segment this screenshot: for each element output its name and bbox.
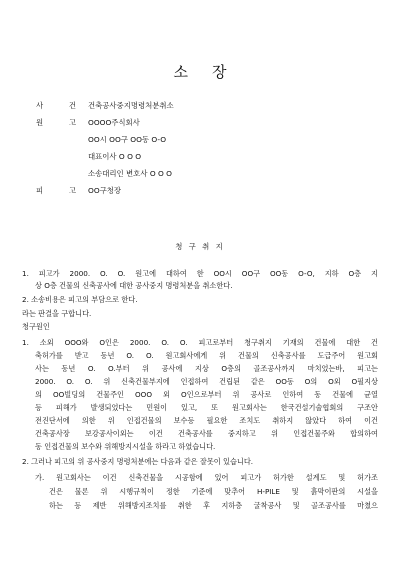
party-row-case [36,99,376,112]
title-char-1: 소 [173,63,188,81]
cause-line: 2. 그러나 피고의 위 공사중지 명령처분에는 다음과 같은 잘못이 있습니다. [22,457,254,466]
party-row-defendant [36,184,376,197]
claim-line: 상 O층 건물의 신축공사에 대한 공사중지 명령처분을 취소한다. [35,281,233,290]
party-value: OO시 OO구 OO동 O-O [88,135,167,144]
cause-line: 건은 물론 위 시행규칙이 정한 기준에 맞추어 H-PILE 및 흙막이판의 시설을 [49,487,378,496]
party-row-plaintiff [36,116,376,129]
cause-line: 1. 소외 OOO와 O인은 2000. O. O. 피고로부터 청구취지 기재의 건물에 대한 건 [22,338,378,347]
claim-line: 라는 판결을 구합니다. [22,309,92,318]
party-value: 대표이사 O O O [88,152,142,161]
cause-section-title: 청구원인 [22,322,50,331]
cause-line: 사는 동년 O. O.부터 위 공사에 지상 O층의 골조공사까지 마치었는바, 피고는 [35,364,378,373]
party-row-plaintiff-representative [36,150,376,163]
party-value: 건축공사중지명령처분취소 [88,101,174,110]
cause-line: 2000. O. O. 위 신축건물부지에 인접하여 건립된 같은 OO동 O의 O외 O필지상 [35,377,378,386]
cause-line: 축허가를 받고 동년 O. O. 원고회사에게 위 건물의 신축공사를 도급주어 원고회 [35,351,378,360]
claim-line: 2. 소송비용은 피고의 부담으로 한다. [22,295,138,304]
cause-line: 등 피해가 발생되었다는 민원이 있고, 또 원고회사는 한국건설기술협회의 구조안 [35,403,378,412]
party-value: OO구청장 [88,186,122,195]
claim-section-title: 청 구 취 지 [175,242,225,251]
cause-line: 가. 원고회사는 이건 신축건물을 시공함에 있어 피고가 허가한 설계도 및 허가조 [35,473,378,482]
claim-line: 1. 피고가 2000. O. O. 원고에 대하여 한 OO시 OO구 OO동 O-O, 지하 O층 지 [22,269,378,278]
cause-line: 하는 등 제반 위해방지조치를 취한 후 지하층 굴착공사 및 골조공사를 마쳤으 [49,501,378,510]
party-row-plaintiff-address [36,133,376,146]
cause-line: 의 OO빌딩의 건물주인 OOO 외 O인으로부터 위 공사로 인하여 동 건물에 균열 [35,390,378,399]
party-value: 소송대리인 변호사 O O O [88,169,172,178]
party-label: 피 고 [36,186,76,195]
party-label: 원 고 [36,118,76,127]
cause-line: 건축공사장 보강공사이외는 이건 건축공사를 중지하고 위 인접건물주와 합의하여 [35,429,378,438]
document-title [0,61,400,82]
party-label: 사 건 [36,101,76,110]
title-char-2: 장 [212,63,227,81]
cause-line: 동 인접건물의 보수와 위해방지시설을 하라고 하였습니다. [35,442,216,451]
party-value: OOOO주식회사 [88,118,140,127]
party-row-plaintiff-attorney [36,167,376,180]
cause-line: 전진단서에 의한 위 인접건물의 보수등 필요한 조치도 취하지 않았다 하여 이건 [35,416,378,425]
